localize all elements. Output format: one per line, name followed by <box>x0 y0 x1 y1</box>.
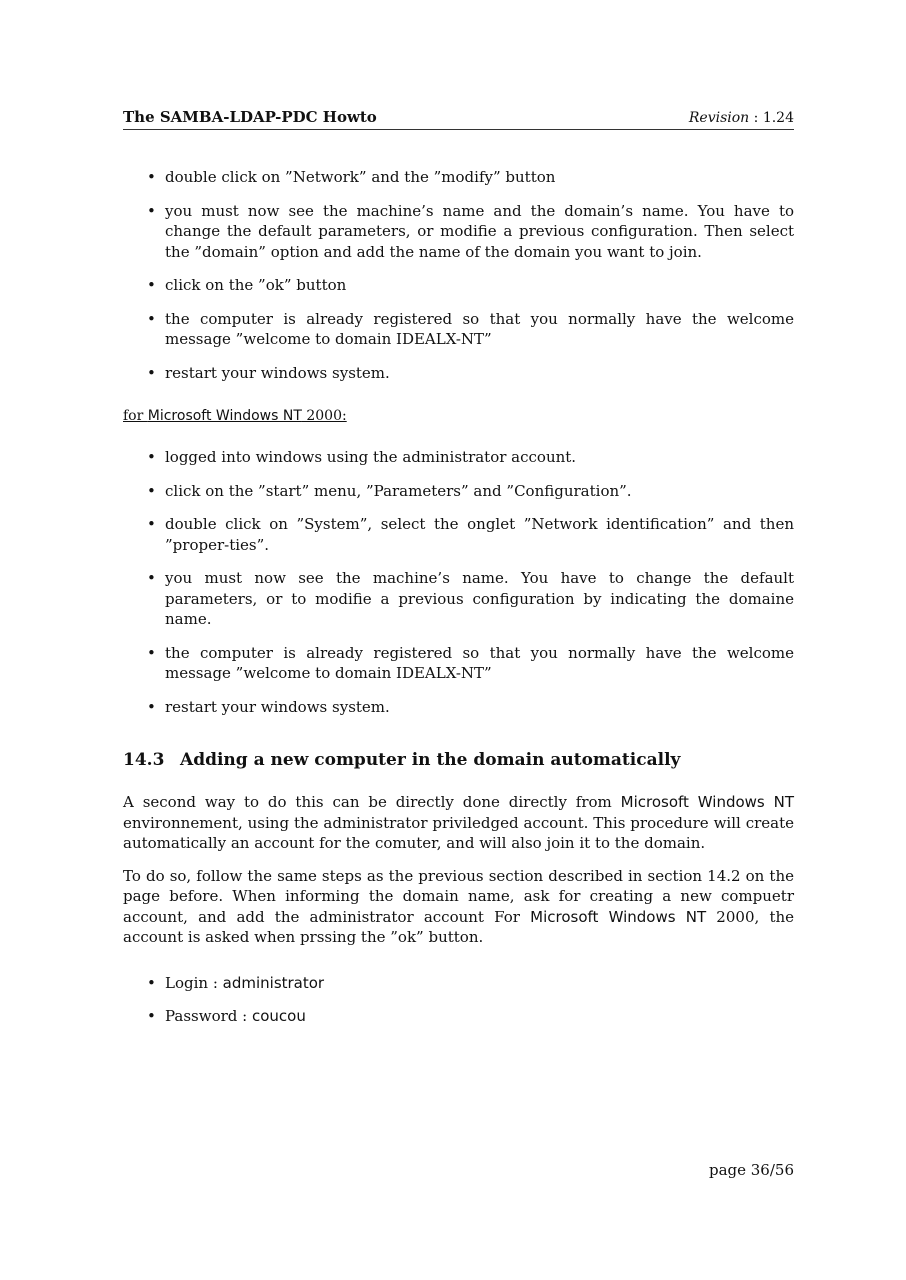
steps-list-nt <box>123 167 794 383</box>
revision-info <box>689 110 794 126</box>
list-item: • the computer is already registered so that you normally have the welcome message ”welcome to domain IDEALX-NT” <box>123 643 794 684</box>
revision-label: Revision <box>688 110 750 126</box>
login-item: • Login : administrator <box>123 973 794 994</box>
password-value: coucou <box>252 1007 306 1025</box>
revision-value: : 1.24 <box>753 110 794 126</box>
list-item: • double click on ”System”, select the onglet ”Network identification” and then ”proper-ties”. <box>123 514 794 555</box>
paragraph: A second way to do this can be directly done directly from Microsoft Windows NT environnement, using the administrator priviledged account. This procedure will create automatically an account for the comuter, and will also join it to the domain. <box>123 793 795 852</box>
list-item: • logged into windows using the administrator account. <box>123 447 794 468</box>
section-heading <box>123 750 794 770</box>
list-item: • click on the ”start” menu, ”Parameters” and ”Configuration”. <box>123 481 794 502</box>
list-item: • restart your windows system. <box>123 363 794 384</box>
list-item: • you must now see the machine’s name and the domain’s name. You have to change the default parameters, or modifie a previous configuration. Then select the ”domain” option and add the name of the domain you want to join. <box>123 201 794 263</box>
list-item: • click on the ”ok” button <box>123 275 794 296</box>
page-number: page 36/56 <box>708 1161 794 1179</box>
login-value: administrator <box>222 973 325 992</box>
list-item: • restart your windows system. <box>123 697 794 718</box>
section-number: 14.3 <box>123 750 165 770</box>
product-name: Microsoft Windows NT <box>530 907 707 926</box>
paragraph: To do so, follow the same steps as the previous section described in section 14.2 on the page before. When informing the domain name, ask for creating a new compuetr account, and add the administrator account For Microsoft Windows NT 2000, the account is asked when prssing the ”ok” button. <box>123 866 795 946</box>
section-title: Adding a new computer in the domain automatically <box>180 750 681 770</box>
document-title: The SAMBA-LDAP-PDC Howto <box>123 108 377 126</box>
list-item: • the computer is already registered so that you normally have the welcome message ”welcome to domain IDEALX-NT” <box>123 309 794 350</box>
list-item: • you must now see the machine’s name. You have to change the default parameters, or to modifie a previous configuration by indicating the domaine name. <box>123 568 794 630</box>
list-item: • double click on ”Network” and the ”modify” button <box>123 167 794 188</box>
steps-list-nt2000 <box>123 447 794 717</box>
credentials-list <box>123 973 794 1027</box>
subheading-nt2000: for Microsoft Windows NT 2000: <box>123 408 347 424</box>
running-header <box>123 108 794 130</box>
page <box>123 108 794 1027</box>
product-name: Microsoft Windows NT <box>147 408 302 424</box>
product-name: Microsoft Windows NT <box>620 793 795 811</box>
password-item: • Password : coucou <box>123 1006 794 1027</box>
